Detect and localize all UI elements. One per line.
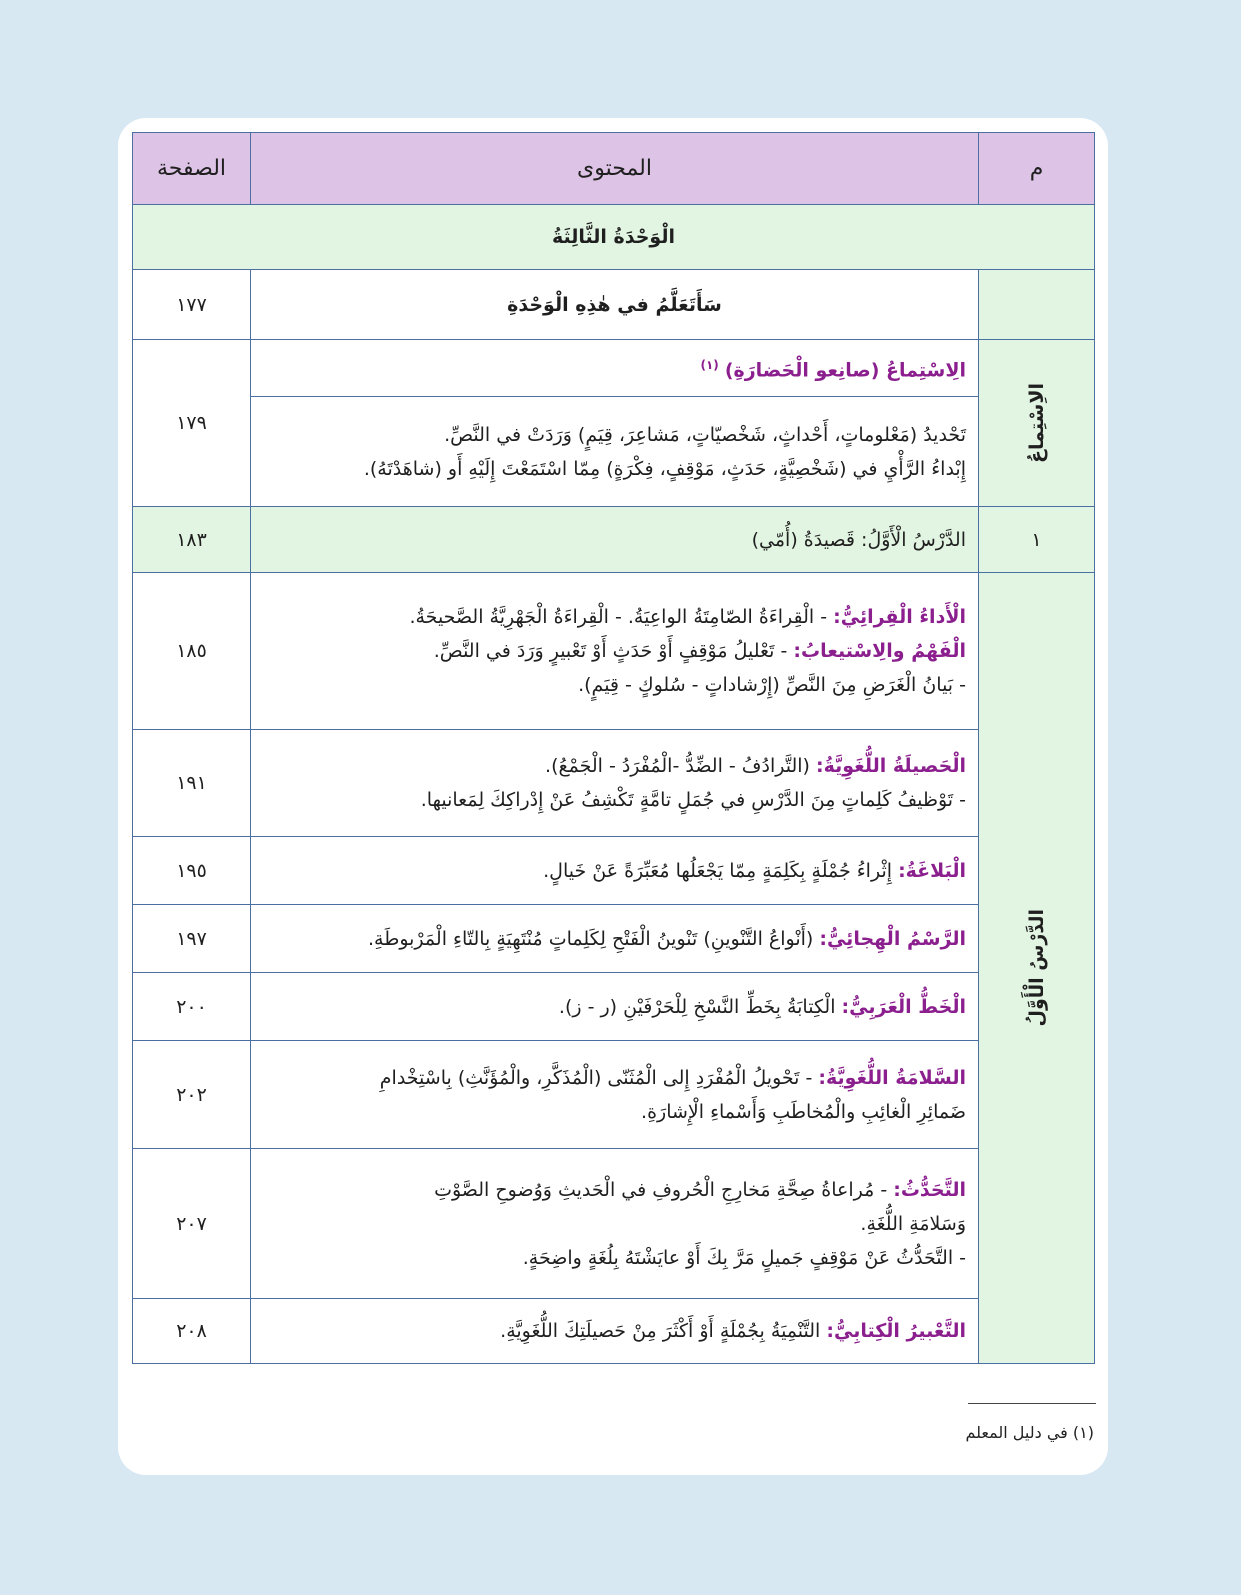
content-cell xyxy=(251,730,979,837)
content-page: ٢٠٨ xyxy=(133,1299,251,1364)
lesson-row xyxy=(133,507,1095,573)
content-row xyxy=(133,837,1095,905)
learn-row xyxy=(133,270,1095,340)
content-row xyxy=(133,905,1095,973)
listening-line-1: تَحْديدُ (مَعْلوماتٍ، أَحْداثٍ، شَخْصيّاتٍ، مَشاعِرَ، قِيَمٍ) وَرَدَتْ في النَّصِّ. xyxy=(444,423,966,446)
content-keyword: الْحَصيلَةُ اللُّغَوِيَّةُ: xyxy=(815,755,966,777)
listening-line-2: إِبْداءُ الرَّأْيِ في (شَخْصِيَّةٍ، حَدَثٍ، مَوْقِفٍ، فِكْرَةٍ) مِمّا اسْتَمَعْتَ إِلَيْهِ أَو (شاهَدْتَهُ). xyxy=(363,457,966,480)
content-text: ضَمائِرِ الْغائِبِ والْمُخاطَبِ وَأَسْماءِ الْإِشارَةِ. xyxy=(641,1100,966,1123)
content-cell xyxy=(251,905,979,973)
header-page: الصفحة xyxy=(133,133,251,205)
content-cell xyxy=(251,837,979,905)
content-keyword: الرَّسْمُ الْهِجائِيُّ: xyxy=(819,927,966,950)
content-text: وَسَلامَةِ اللُّغَةِ. xyxy=(860,1212,966,1235)
footnote: (١) في دليل المعلم xyxy=(965,1423,1094,1442)
content-text: الْكِتابَةُ بِخَطِّ النَّسْخِ لِلْحَرْفَيْنِ (ر - ز). xyxy=(558,995,842,1018)
lesson-num: ١ xyxy=(979,507,1095,573)
lesson-side xyxy=(979,573,1095,1364)
content-text: - بَيانُ الْغَرَضِ مِنَ النَّصِّ (إِرْشاداتٍ - سُلوكٍ - قِيَمٍ). xyxy=(578,674,966,696)
unit-row xyxy=(133,205,1095,270)
content-page: ٢٠٧ xyxy=(133,1149,251,1299)
content-text: - الْقِراءَةُ الصّامِتَةُ الواعِيَةُ. - الْقِراءَةُ الْجَهْرِيَّةُ الصَّحيحَةُ. xyxy=(409,606,834,628)
footnote-mark: (١) xyxy=(700,358,719,373)
listening-body-row xyxy=(133,397,1095,507)
content-text: (التَّرادُفُ - الضِّدُّ -الْمُفْرَدُ - الْجَمْعُ). xyxy=(545,755,816,777)
page-card xyxy=(118,118,1108,1475)
footnote-divider xyxy=(968,1403,1096,1404)
listening-title-cell xyxy=(251,340,979,397)
listening-side-label: الاِسْتِماعُ xyxy=(1025,383,1048,463)
content-cell xyxy=(251,1041,979,1149)
learn-page: ١٧٧ xyxy=(133,270,251,340)
content-row xyxy=(133,1149,1095,1299)
learn-title: سَأَتَعَلَّمُ في هٰذِهِ الْوَحْدَةِ xyxy=(251,270,979,340)
unit-title: الْوَحْدَةُ الثَّالِثَةُ xyxy=(133,205,1095,270)
learn-num xyxy=(979,270,1095,340)
content-text: - مُراعاةُ صِحَّةِ مَخارِجِ الْحُروفِ في الْحَديثِ وَوُضوحِ الصَّوْتِ xyxy=(434,1178,894,1201)
content-cell xyxy=(251,1299,979,1364)
header-content: المحتوى xyxy=(251,133,979,205)
lesson-side-label: الدَّرْسُ الْأَوَّلُ xyxy=(1025,909,1048,1027)
listening-title: الِاسْتِماعُ (صانِعو الْحَضارَةِ) xyxy=(724,359,966,382)
content-page: ١٩٥ xyxy=(133,837,251,905)
content-keyword: الْأَداءُ الْقِرائِيُّ: xyxy=(833,606,966,628)
content-text: (أَنْواعُ التَّنْوينِ) تَنْوينُ الْفَتْحِ لِكَلِماتٍ مُنْتَهِيَةٍ بِالتّاءِ الْمَرْبوطَةِ. xyxy=(367,927,820,950)
content-keyword: السَّلامَةُ اللُّغَوِيَّةُ: xyxy=(818,1066,966,1089)
listening-page: ١٧٩ xyxy=(133,340,251,507)
content-row xyxy=(133,973,1095,1041)
content-row xyxy=(133,1041,1095,1149)
content-page: ١٩٧ xyxy=(133,905,251,973)
content-cell xyxy=(251,573,979,730)
content-keyword: التَّعْبيرُ الْكِتابِيُّ: xyxy=(826,1320,966,1342)
content-keyword: الْخَطُّ الْعَرَبِيُّ: xyxy=(841,995,966,1018)
content-page: ٢٠٠ xyxy=(133,973,251,1041)
content-row xyxy=(133,1299,1095,1364)
content-page: ١٩١ xyxy=(133,730,251,837)
lesson-title: الدَّرْسُ الْأَوَّلُ: قَصيدَةُ (أُمّي) xyxy=(251,507,979,573)
content-row xyxy=(133,573,1095,730)
listening-side xyxy=(979,340,1095,507)
content-keyword: الْبَلاغَةُ: xyxy=(898,859,966,882)
content-cell xyxy=(251,973,979,1041)
content-text: إِثْراءُ جُمْلَةٍ بِكَلِمَةٍ مِمّا يَجْعَلُها مُعَبِّرَةً عَنْ خَيالٍ. xyxy=(543,859,899,882)
lesson-page: ١٨٣ xyxy=(133,507,251,573)
content-keyword: الْفَهْمُ والِاسْتيعابُ: xyxy=(793,640,966,662)
listening-body xyxy=(251,397,979,507)
contents-table xyxy=(132,132,1095,1364)
content-row xyxy=(133,730,1095,837)
content-page: ٢٠٢ xyxy=(133,1041,251,1149)
content-text: - تَعْليلُ مَوْقِفٍ أَوْ حَدَثٍ أَوْ تَعْبيرٍ وَرَدَ في النَّصِّ. xyxy=(433,640,794,662)
content-text: - تَحْويلُ الْمُفْرَدِ إِلى الْمُثَنّى (الْمُذَكَّرِ، والْمُؤَنَّثِ) بِاسْتِخْدامِ xyxy=(379,1066,819,1089)
content-text: - التَّحَدُّثُ عَنْ مَوْقِفٍ جَميلٍ مَرَّ بِكَ أَوْ عايَشْتَهُ بِلُغَةٍ واضِحَةٍ. xyxy=(522,1246,966,1269)
content-text: - تَوْظيفُ كَلِماتٍ مِنَ الدَّرْسِ في جُمَلٍ تامَّةٍ تَكْشِفُ عَنْ إِدْراكِكَ لِمَعانيها. xyxy=(420,789,966,811)
listening-title-row xyxy=(133,340,1095,397)
content-cell xyxy=(251,1149,979,1299)
header-num: م xyxy=(979,133,1095,205)
content-keyword: التَّحَدُّثُ: xyxy=(893,1178,966,1201)
header-row xyxy=(133,133,1095,205)
content-text: التَّنْمِيَةُ بِجُمْلَةٍ أَوْ أَكْثَرَ مِنْ حَصيلَتِكَ اللُّغَوِيَّةِ. xyxy=(500,1320,827,1342)
content-page: ١٨٥ xyxy=(133,573,251,730)
